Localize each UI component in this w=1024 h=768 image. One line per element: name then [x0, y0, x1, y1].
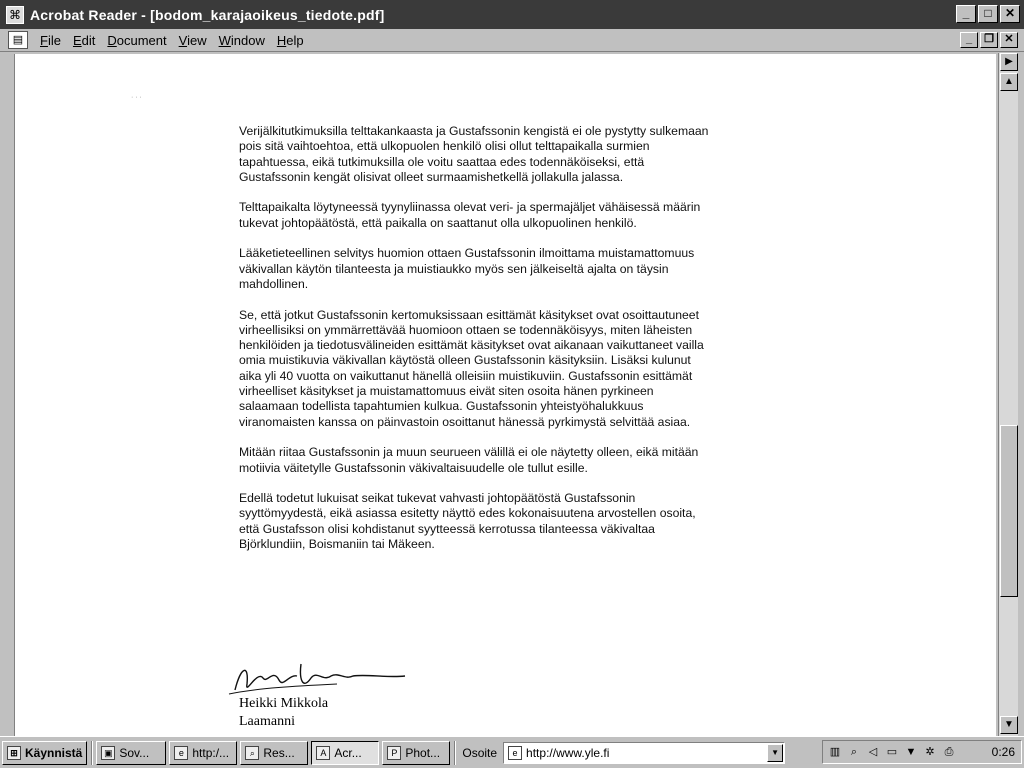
paragraph-6: Edellä todetut lukuisat seikat tukevat vahvasti johtopäätöstä Gustafssonin syyttömyydestä, eikä asiassa esitetty näyttö edes kokonaisuutena arvostellen osoita, että Gustafsson olisi kohdistanut syytteessä kerrotussa tilanteessa väkivaltaa Björklundiin, Boismaniin tai Mäkeen.: [239, 491, 696, 552]
task-label: http:/...: [192, 745, 230, 760]
document-window-controls: [960, 32, 1018, 48]
scrollbar-thumb[interactable]: [1000, 425, 1018, 597]
handwritten-signature: [227, 660, 427, 700]
paragraph-5: Mitään riitaa Gustafssonin ja muun seurueen välillä ei ole näytetty olleen, eikä mitään motiivia väitetylle Gustafssonin väkivaltaisuudelle ole tullut esille.: [239, 445, 699, 475]
task-label: Res...: [263, 745, 295, 760]
search-tray-icon[interactable]: ⌕: [850, 746, 858, 758]
task-label: Phot...: [405, 745, 441, 760]
taskbar-separator: [454, 741, 456, 765]
scroll-down-button[interactable]: ▼: [1000, 716, 1018, 734]
menu-document[interactable]: Document: [107, 32, 167, 48]
menu-bar: [0, 29, 1024, 52]
scroll-up-button[interactable]: ▲: [1000, 73, 1018, 91]
doc-close-button[interactable]: ✕: [1000, 32, 1018, 48]
system-tray: [822, 740, 1022, 764]
acrobat-app-icon[interactable]: ⌘: [6, 6, 24, 24]
filter-icon[interactable]: ▼: [905, 746, 917, 758]
start-label: Käynnistä: [25, 745, 83, 760]
task-button-res[interactable]: [240, 741, 308, 765]
scan-mark: · · ·: [131, 94, 142, 101]
paragraph-4: Se, että jotkut Gustafssonin kertomuksissaan esittämät käsitykset ovat osoittautuneet virheellisiksi on ymmärrettävää huomioon ottaen se todennäköisyys, miten läheisten henkilöiden ja tiedotusvälineiden esittämät käsitykset ovat aikanaan vaikuttaneet vailla omia muistikuvia väkivallan käytöstä olleen Gustafssonin käsityksiin. Lisäksi kulunut aika yli 40 vuotta on vaikuttanut hänellä olleisiin muistikuviin. Gustafssonin esittämät virheelliset käsitykset ja muistamattomuus eivät siten osoita hänen pyrkineen salaamaan todellista tapahtumien kulkua. Gustafssonin yhteistyöhalukkuus viranomaisten kanssa on päinvastoin osoittanut hänessä pyrkimystä selvittää asiaa.: [239, 307, 704, 429]
network-icon[interactable]: ▥: [829, 746, 841, 758]
menu-edit[interactable]: Edit: [72, 32, 96, 48]
vertical-scrollbar[interactable]: [998, 53, 1018, 736]
title-bar[interactable]: [0, 0, 1024, 29]
paragraph-1: Verijälkitutkimuksilla telttakankaasta ja Gustafssonin kengistä ei ole pystytty sulkemaan pois sitä vaihtoehtoa, että ulkopuolen henkilö olisi ollut telttapaikalla surmien tapahtuessa, eikä tutkimuksilla ole voitu saattaa edes todennäköiseksi, että Gustafssonin kengät olisivat olleet surmaamishetkellä jollakulla jalassa.: [239, 124, 709, 184]
monitor-icon[interactable]: ▭: [886, 746, 898, 758]
search-icon: ⌕: [245, 746, 259, 760]
menu-help[interactable]: Help: [276, 32, 304, 48]
pdf-page[interactable]: [14, 54, 996, 736]
acrobat-icon: A: [316, 746, 330, 760]
close-button[interactable]: ✕: [1000, 5, 1020, 23]
pdf-body-text: [239, 124, 709, 568]
browser-icon: e: [174, 746, 188, 760]
task-label: Sov...: [119, 745, 150, 760]
menu-view[interactable]: View: [178, 32, 207, 48]
menu-file[interactable]: File: [40, 32, 61, 48]
application-icon: ▣: [101, 746, 115, 760]
address-bar[interactable]: [503, 742, 785, 764]
start-button[interactable]: [2, 741, 87, 765]
task-button-sov[interactable]: [96, 741, 166, 765]
paragraph-2: Telttapaikalta löytyneessä tyynyliinassa olevat veri- ja spermajäljet vähäisessä määrin tukevat johtopäätöstä, että paikalla on saattanut olla ulkopuolinen henkilö.: [239, 200, 701, 230]
task-label: Acr...: [334, 745, 362, 760]
task-button-browser[interactable]: [169, 741, 237, 765]
taskbar: [0, 736, 1024, 768]
task-button-acrobat[interactable]: [311, 741, 379, 765]
menu-window[interactable]: Window: [218, 32, 265, 48]
photoshop-icon: P: [387, 746, 401, 760]
window-title: Acrobat Reader - [bodom_karajaoikeus_tiedote.pdf]: [30, 6, 385, 23]
address-label: Osoite: [462, 745, 498, 760]
minimize-button[interactable]: _: [956, 5, 976, 23]
page-icon: e: [508, 746, 522, 760]
doc-restore-button[interactable]: ❐: [980, 32, 998, 48]
taskbar-separator: [91, 741, 93, 765]
taskbar-clock: 0:26: [991, 745, 1015, 759]
document-area[interactable]: [0, 53, 1024, 736]
windows-logo-icon: ⊞: [7, 746, 21, 760]
doc-minimize-button[interactable]: _: [960, 32, 978, 48]
signature-block: [227, 660, 427, 730]
printer-icon[interactable]: ⎙: [944, 746, 954, 758]
paragraph-3: Lääketieteellinen selvitys huomion ottaen Gustafssonin ilmoittama muistamattomuus väkivallan käytön tilanteesta ja muistiaukko myös sen jälkeiseltä ajalta on täysin mahdollinen.: [239, 246, 695, 291]
document-icon[interactable]: ▤: [8, 31, 28, 49]
volume-icon[interactable]: ◁: [868, 746, 878, 758]
scroll-right-button[interactable]: ▶: [1000, 53, 1018, 71]
address-dropdown-button[interactable]: ▼: [767, 744, 783, 762]
window-controls: [956, 5, 1020, 23]
signer-name: Heikki Mikkola: [239, 696, 329, 711]
settings-icon[interactable]: ✲: [925, 746, 935, 758]
task-button-photoshop[interactable]: [382, 741, 450, 765]
address-input[interactable]: [526, 746, 746, 760]
signer-title: Laamanni: [239, 714, 295, 729]
maximize-button[interactable]: □: [978, 5, 998, 23]
